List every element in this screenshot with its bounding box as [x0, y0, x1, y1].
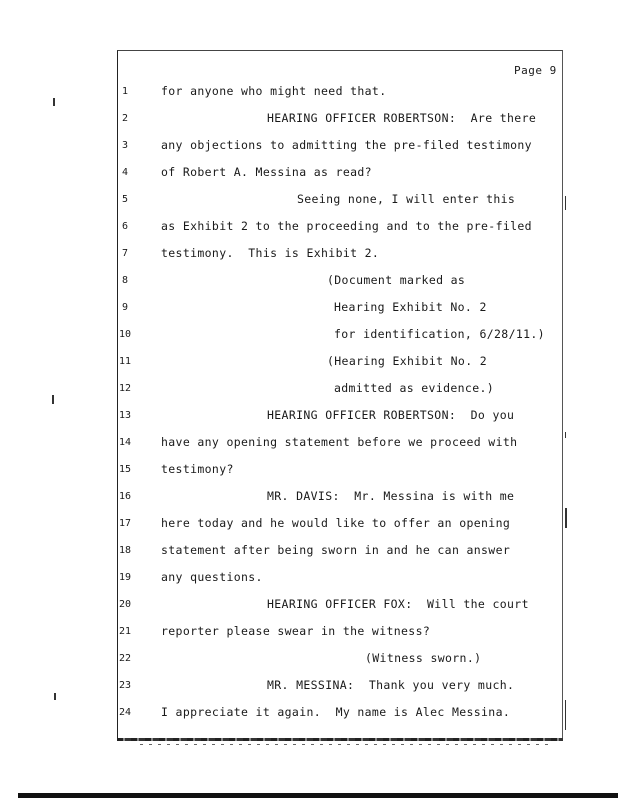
- line-number: 17: [118, 518, 132, 529]
- line-number: 13: [118, 410, 132, 421]
- line-number: 19: [118, 572, 132, 583]
- scan-mark-right-3: [565, 508, 567, 528]
- line-number: 16: [118, 491, 132, 502]
- scan-mark-right-2: [565, 432, 566, 438]
- line-text: of Robert A. Messina as read?: [161, 165, 372, 179]
- line-number: 10: [118, 329, 132, 340]
- line-text: (Hearing Exhibit No. 2: [327, 354, 488, 368]
- scan-edge-bar: [18, 793, 618, 798]
- scan-mark-left-2: [52, 395, 54, 404]
- line-number: 18: [118, 545, 132, 556]
- line-text: testimony. This is Exhibit 2.: [161, 246, 380, 260]
- line-number: 23: [118, 680, 132, 691]
- line-number: 9: [121, 302, 129, 313]
- scan-mark-right-4: [565, 700, 566, 730]
- line-number: 5: [121, 194, 129, 205]
- line-text: Hearing Exhibit No. 2: [334, 300, 487, 314]
- page-number: Page 9: [514, 64, 557, 77]
- line-text: MR. MESSINA: Thank you very much.: [267, 678, 515, 692]
- line-number: 2: [121, 113, 129, 124]
- line-number: 4: [121, 167, 129, 178]
- line-text: testimony?: [161, 462, 234, 476]
- line-text: have any opening statement before we proceed with: [161, 435, 518, 449]
- line-number: 11: [118, 356, 132, 367]
- line-text: reporter please swear in the witness?: [161, 624, 431, 638]
- line-number: 3: [121, 140, 129, 151]
- line-text: here today and he would like to offer an opening: [161, 516, 511, 530]
- line-text: HEARING OFFICER FOX: Will the court: [267, 597, 529, 611]
- line-text: HEARING OFFICER ROBERTSON: Are there: [267, 111, 537, 125]
- line-number: 1: [121, 86, 129, 97]
- line-number: 20: [118, 599, 132, 610]
- line-text: any objections to admitting the pre-filed testimony: [161, 138, 532, 152]
- scan-mark-left-1: [53, 98, 55, 106]
- line-number: 14: [118, 437, 132, 448]
- line-text: Seeing none, I will enter this: [297, 192, 516, 206]
- scan-mark-left-3: [54, 693, 56, 700]
- line-text: (Document marked as: [327, 273, 466, 287]
- line-number: 12: [118, 383, 132, 394]
- line-number: 7: [121, 248, 129, 259]
- line-text: HEARING OFFICER ROBERTSON: Do you: [267, 408, 515, 422]
- line-number: 24: [118, 707, 132, 718]
- line-number: 15: [118, 464, 132, 475]
- line-text: for identification, 6/28/11.): [334, 327, 545, 341]
- line-text: MR. DAVIS: Mr. Messina is with me: [267, 489, 515, 503]
- line-text: as Exhibit 2 to the proceeding and to the pre-filed: [161, 219, 532, 233]
- line-text: for anyone who might need that.: [161, 84, 387, 98]
- line-number: 6: [121, 221, 129, 232]
- line-text: I appreciate it again. My name is Alec Messina.: [161, 705, 511, 719]
- line-text: statement after being sworn in and he can answer: [161, 543, 511, 557]
- line-number: 22: [118, 653, 132, 664]
- line-number: 21: [118, 626, 132, 637]
- bottom-rule-secondary: [140, 744, 550, 745]
- line-text: (Witness sworn.): [365, 651, 482, 665]
- line-text: any questions.: [161, 570, 263, 584]
- bottom-rule: [117, 738, 563, 741]
- line-text: admitted as evidence.): [334, 381, 495, 395]
- line-number: 8: [121, 275, 129, 286]
- scan-mark-right-1: [565, 196, 566, 210]
